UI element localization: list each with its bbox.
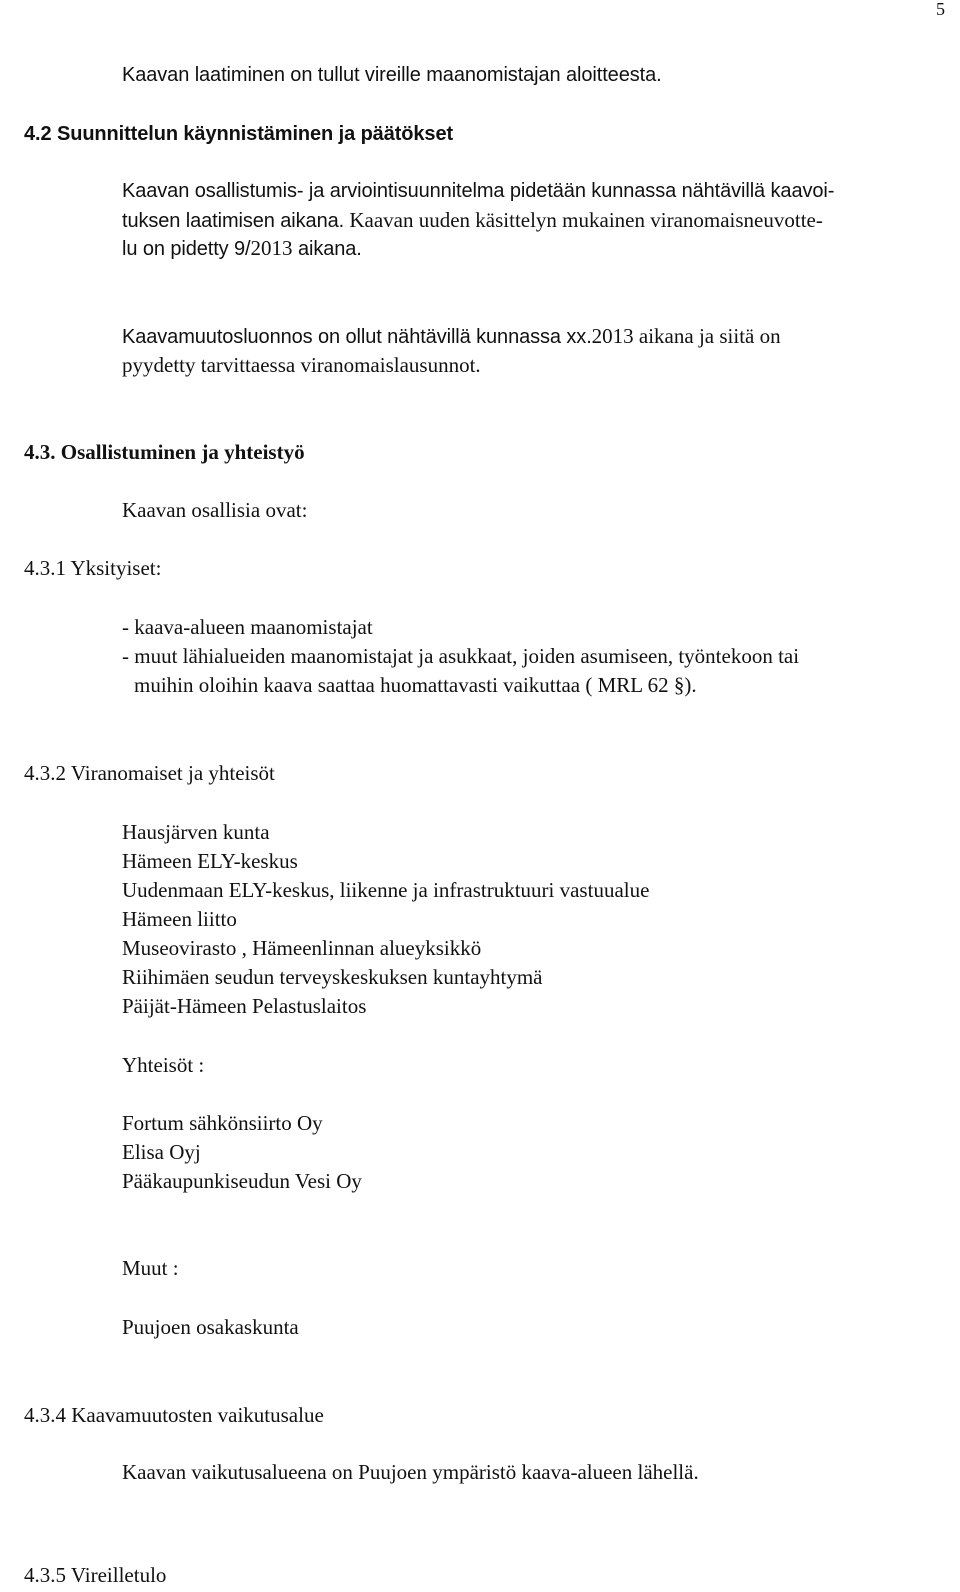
paragraph-line: [122, 210, 823, 231]
list-item: Elisa Oyj: [122, 1140, 201, 1164]
text-run: lu on pidetty 9/: [122, 238, 251, 260]
impact-area-text: Kaavan vaikutusalueena on Puujoen ympäristö kaava-alueen lähellä.: [122, 1460, 699, 1484]
others-label: Muut :: [122, 1256, 179, 1280]
list-item: - muut lähialueiden maanomistajat ja asukkaat, joiden asumiseen, työntekoon tai: [122, 644, 800, 668]
list-item: Hausjärven kunta: [122, 820, 270, 844]
paragraph-line: pyydetty tarvittaessa viranomaislausunnot.: [122, 353, 481, 377]
text-run: Kaavan uuden käsittelyn mukainen viranomaisneuvotte-: [344, 208, 823, 232]
list-item: Fortum sähkönsiirto Oy: [122, 1111, 323, 1135]
intro-line: Kaavan laatiminen on tullut vireille maanomistajan aloitteesta.: [122, 64, 662, 86]
subsection-4-3-5-heading: 4.3.5 Vireilletulo: [24, 1563, 167, 1587]
text-run: Kaavamuutosluonnos on ollut nähtävillä kunnassa xx.: [122, 326, 592, 348]
page-number: 5: [936, 0, 945, 19]
list-item: Päijät-Hämeen Pelastuslaitos: [122, 994, 367, 1018]
section-4-3-heading: 4.3. Osallistuminen ja yhteistyö: [24, 440, 305, 464]
paragraph-line: Kaavan osallistumis- ja arviointisuunnitelma pidetään kunnassa nähtävillä kaavoi-: [122, 180, 835, 202]
participants-intro: Kaavan osallisia ovat:: [122, 498, 308, 522]
paragraph-line: [122, 326, 781, 347]
paragraph-line: [122, 238, 362, 259]
section-4-2-heading: 4.2 Suunnittelun käynnistäminen ja päätökset: [24, 123, 454, 145]
list-item: Uudenmaan ELY-keskus, liikenne ja infrastruktuuri vastuualue: [122, 878, 650, 902]
list-item: Hämeen ELY-keskus: [122, 849, 298, 873]
text-run: 2013 aikana ja siitä on: [591, 324, 781, 348]
subsection-4-3-1-heading: 4.3.1 Yksityiset:: [24, 556, 162, 580]
text-run: 2013: [250, 236, 293, 260]
text-run: aikana.: [292, 238, 362, 260]
subsection-4-3-2-heading: 4.3.2 Viranomaiset ja yhteisöt: [24, 761, 275, 785]
list-item: Pääkaupunkiseudun Vesi Oy: [122, 1169, 362, 1193]
list-item: muihin oloihin kaava saattaa huomattavasti vaikuttaa ( MRL 62 §).: [134, 673, 697, 697]
text-run: tuksen laatimisen aikana.: [122, 210, 345, 232]
communities-label: Yhteisöt :: [122, 1053, 205, 1077]
list-item: Hämeen liitto: [122, 907, 237, 931]
list-item: Museovirasto , Hämeenlinnan alueyksikkö: [122, 936, 482, 960]
list-item: Riihimäen seudun terveyskeskuksen kuntayhtymä: [122, 965, 543, 989]
list-item: Puujoen osakaskunta: [122, 1315, 299, 1339]
list-item: - kaava-alueen maanomistajat: [122, 615, 373, 639]
subsection-4-3-4-heading: 4.3.4 Kaavamuutosten vaikutusalue: [24, 1403, 324, 1427]
